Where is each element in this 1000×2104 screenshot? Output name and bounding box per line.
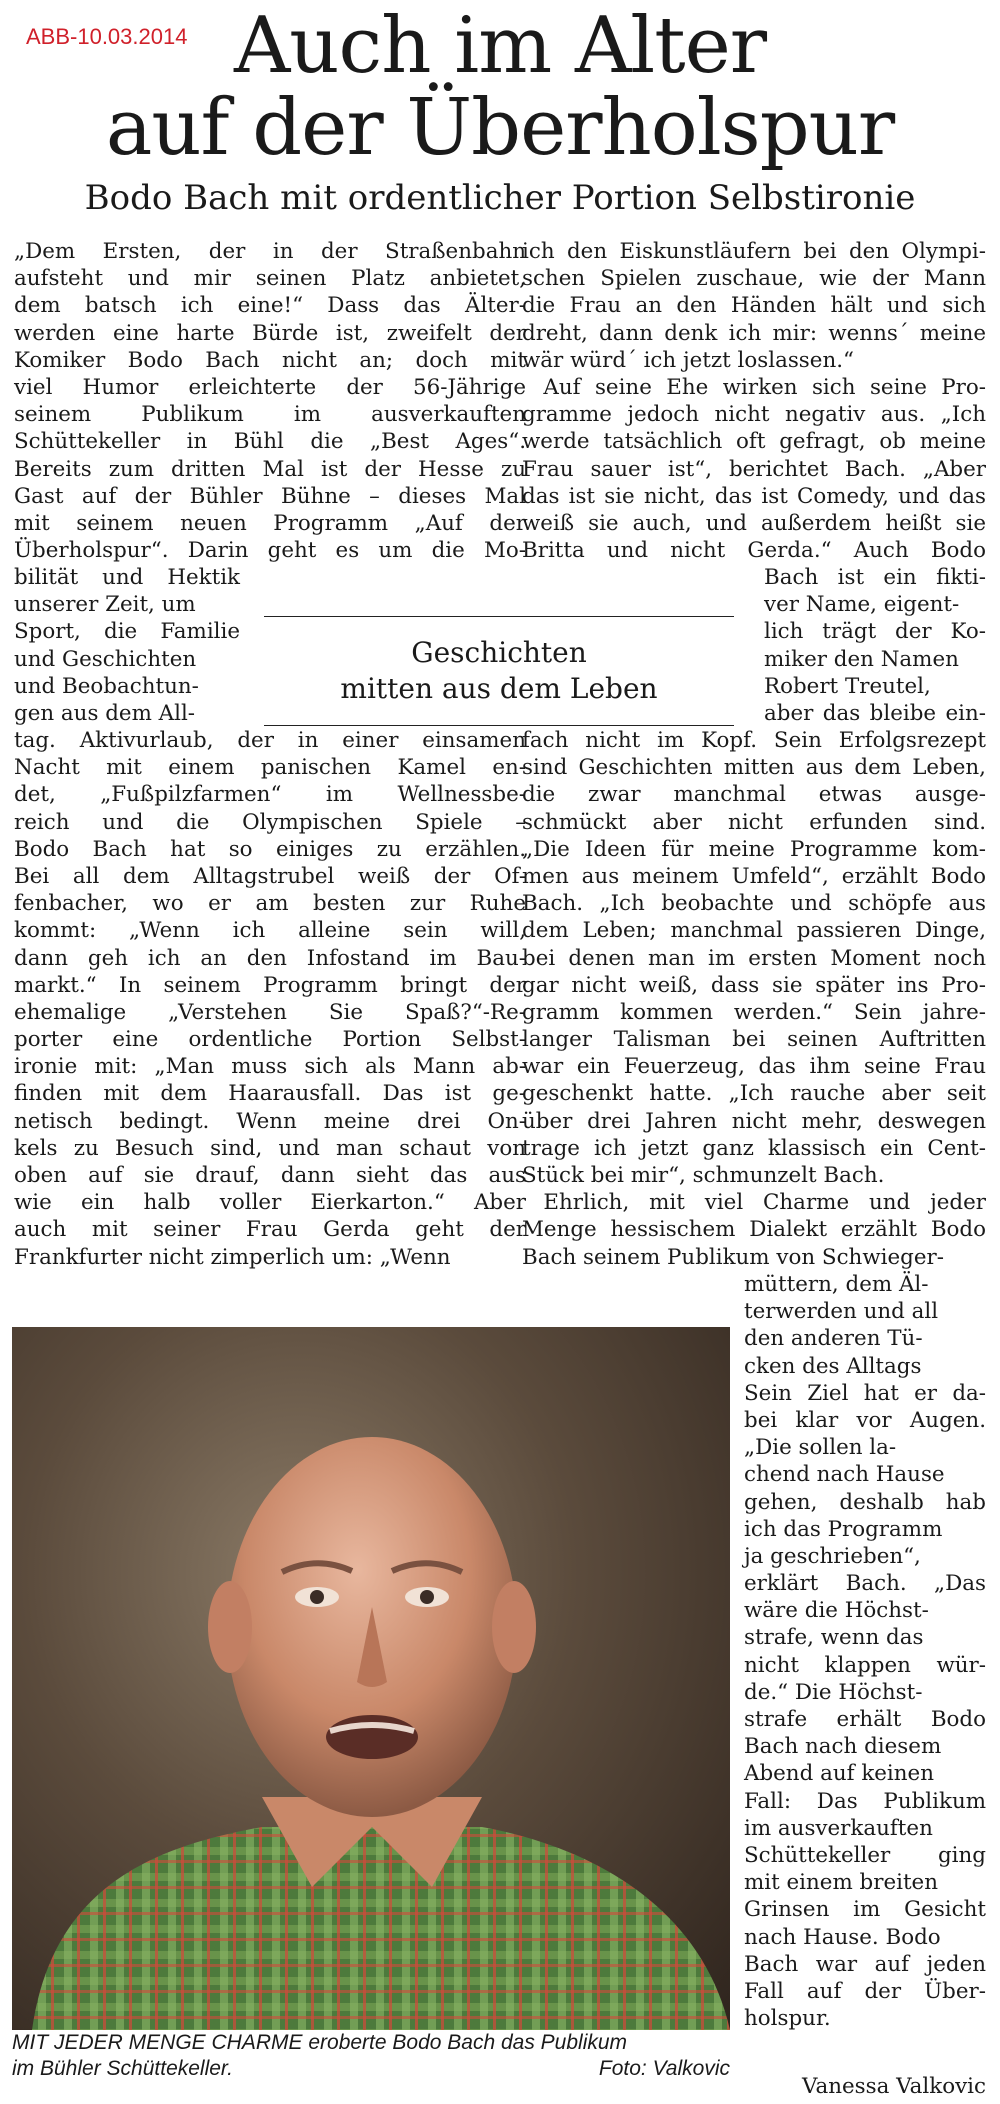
column-1-bottom (14, 727, 526, 1271)
text-line: miker den Namen (764, 646, 959, 672)
text-line: Stück bei mir“, schmunzelt Bach. (522, 1163, 885, 1188)
text-line: gramme jedoch nicht negativ aus. „Ich (522, 402, 986, 428)
text-line: über drei Jahren nicht mehr, deswegen (522, 1108, 986, 1134)
text-line: Auf seine Ehe wirken sich seine Pro- (522, 374, 986, 400)
text-line: war ein Feuerzeug, das ihm seine Frau (522, 1054, 986, 1080)
text-line: Fall auf der Über- (744, 1978, 986, 2004)
text-line: Ehrlich, mit viel Charme und jeder (522, 1190, 986, 1216)
text-line: ehemalige „Verstehen Sie Spaß?“-Re- (14, 999, 526, 1025)
text-line: fach nicht im Kopf. Sein Erfolgsrezept (522, 728, 986, 753)
text-line: cken des Alltags (744, 1353, 922, 1379)
text-line: ja geschrieben“, (744, 1543, 921, 1569)
photo-caption (12, 2030, 730, 2082)
text-line: ich das Programm (744, 1516, 943, 1542)
text-line: dem Leben; manchmal passieren Dinge, (522, 918, 986, 944)
text-line: aber das bleibe ein- (764, 700, 986, 726)
text-line: „Die Ideen für meine Programme kom- (522, 836, 986, 862)
text-line: fenbacher, wo er am besten zur Ruhe (14, 891, 526, 917)
column-2-narrow (764, 564, 986, 727)
text-line: sind Geschichten mitten aus dem Leben, (522, 755, 986, 781)
pull-quote (264, 616, 734, 726)
text-line: Überholspur“. Darin geht es um die Mo- (14, 538, 526, 564)
text-line: geschenkt hatte. „Ich rauche aber seit (522, 1081, 986, 1107)
portrait-illustration (12, 1327, 730, 2030)
text-line: gramm kommen werden.“ Sein jahre- (522, 999, 986, 1025)
text-line: im ausverkauften (744, 1815, 933, 1841)
text-line: weiß sie auch, und außerdem heißt sie (522, 510, 986, 536)
text-line: Menge hessischem Dialekt erzählt Bodo (522, 1217, 986, 1243)
text-line: bilität und Hektik (14, 565, 240, 590)
text-line: Bach ist ein fikti- (764, 565, 986, 590)
text-line: seinem Publikum im ausverkauften (14, 402, 526, 428)
text-line: unserer Zeit, um (14, 592, 196, 618)
text-line: trage ich jetzt ganz klassisch ein Cent- (522, 1135, 986, 1161)
text-line: reich und die Olympischen Spiele – (14, 809, 526, 835)
text-line: lich trägt der Ko- (764, 619, 986, 645)
text-line: das ist sie nicht, das ist Comedy, und das (522, 483, 986, 509)
text-line: ich den Eiskunstläufern bei den Olympi- (522, 239, 986, 264)
text-line: gen aus dem All- (14, 700, 196, 726)
text-line: Bach seinem Publikum von Schwieger- (522, 1244, 944, 1270)
text-line: Komiker Bodo Bach nicht an; doch mit (14, 347, 526, 373)
text-line: Bereits zum dritten Mal ist der Hesse zu (14, 456, 526, 482)
text-line: Schüttekeller ging (744, 1842, 986, 1868)
caption-line-2: im Bühler Schüttekeller. (12, 2057, 233, 2080)
text-line: die Frau an den Händen hält und sich (522, 293, 986, 319)
text-line: den anderen Tü- (744, 1326, 923, 1352)
text-line: strafe, wenn das (744, 1625, 924, 1651)
text-line: und Geschichten (14, 646, 197, 672)
text-line: mit einem breiten (744, 1870, 938, 1896)
text-line: bei klar vor Augen. (744, 1407, 986, 1433)
caption-row-2 (12, 2056, 730, 2082)
text-line: Bach. „Ich beobachte und schöpfe aus (522, 891, 986, 917)
text-line: holspur. (744, 2006, 831, 2032)
text-line: det, „Fußpilzfarmen“ im Wellnessbe- (14, 782, 526, 808)
text-line: Bach nach diesem (744, 1734, 942, 1760)
text-line: Fall: Das Publikum (744, 1788, 986, 1814)
text-line: gehen, deshalb hab (744, 1489, 986, 1515)
text-line: Frankfurter nicht zimperlich um: „Wenn (14, 1244, 451, 1270)
text-line: oben auf sie drauf, dann sieht das aus (14, 1163, 526, 1188)
text-line: „Dem Ersten, der in der Straßenbahn (14, 239, 526, 264)
text-line: Sport, die Familie (14, 619, 240, 645)
pull-quote-line-1: Geschichten (411, 636, 587, 669)
column-1-top (14, 238, 526, 564)
text-line: schmückt aber nicht erfunden sind. (522, 809, 986, 835)
text-line: und Beobachtun- (14, 673, 199, 699)
text-line: Bei all dem Alltagstrubel weiß der Of- (14, 863, 526, 889)
text-line: nach Hause. Bodo (744, 1924, 941, 1950)
text-line: Grinsen im Gesicht (744, 1897, 986, 1923)
text-line: Gast auf der Bühler Bühne – dieses Mal (14, 483, 526, 509)
text-line: Bach war auf jeden (744, 1951, 986, 1977)
text-line: Sein Ziel hat er da- (744, 1380, 986, 1406)
text-line: porter eine ordentliche Portion Selbst- (14, 1027, 526, 1053)
text-line: men aus meinem Umfeld“, erzählt Bodo (522, 863, 986, 889)
text-line: strafe erhält Bodo (744, 1707, 986, 1732)
text-line: bei denen man im ersten Moment noch (522, 945, 986, 971)
text-line: werde tatsächlich oft gefragt, ob meine (522, 429, 986, 455)
text-line: terwerden und all (744, 1299, 939, 1325)
text-line: wäre die Höchst- (744, 1598, 929, 1624)
headline-line-2: auf der Überholspur (105, 83, 895, 173)
text-line: netisch bedingt. Wenn meine drei On- (14, 1108, 526, 1134)
text-line: Bodo Bach hat so einiges zu erzählen. (14, 836, 526, 862)
text-line: gar nicht weiß, dass sie später ins Pro- (522, 972, 986, 998)
subheadline: Bodo Bach mit ordentlicher Portion Selbstironie (84, 178, 916, 218)
text-line: Robert Treutel, (764, 673, 931, 699)
text-line: mit seinem neuen Programm „Auf der (14, 510, 526, 536)
text-line: Nacht mit einem panischen Kamel en- (14, 755, 526, 781)
text-line: viel Humor erleichterte der 56-Jährige (14, 374, 526, 400)
headline-line-1: Auch im Alter (233, 1, 767, 91)
text-line: müttern, dem Äl- (744, 1272, 929, 1297)
text-line: auch mit seiner Frau Gerda geht der (14, 1217, 526, 1243)
text-line: ver Name, eigent- (764, 592, 960, 618)
text-line: ironie mit: „Man muss sich als Mann ab- (14, 1054, 526, 1080)
article-photo (12, 1327, 730, 2030)
text-line: dann geh ich an den Infostand im Bau- (14, 945, 526, 971)
text-line: erklärt Bach. „Das (744, 1571, 986, 1597)
text-line: langer Talisman bei seinen Auftritten (522, 1027, 986, 1053)
text-line: schen Spielen zuschaue, wie der Mann (522, 266, 986, 292)
text-line: Frau sauer ist“, berichtet Bach. „Aber (522, 456, 986, 482)
text-line: de.“ Die Höchst- (744, 1679, 923, 1705)
text-line: dem batsch ich eine!“ Dass das Älter- (14, 293, 526, 319)
text-line: chend nach Hause (744, 1462, 945, 1488)
column-2-middle (522, 727, 986, 1271)
text-line: markt.“ In seinem Programm bringt der (14, 972, 526, 998)
pull-quote-line-2: mitten aus dem Leben (340, 672, 658, 705)
text-line: „Die sollen la- (744, 1435, 897, 1461)
caption-line-1: MIT JEDER MENGE CHARME eroberte Bodo Bach das Publikum (12, 2031, 628, 2054)
text-line: aufsteht und mir seinen Platz anbietet, (14, 266, 526, 292)
text-line: Britta und nicht Gerda.“ Auch Bodo (522, 538, 986, 564)
photo-credit: Foto: Valkovic (598, 2057, 730, 2080)
issue-reference: ABB-10.03.2014 (26, 24, 188, 49)
author-byline: Vanessa Valkovic (801, 2074, 986, 2099)
text-line: Schüttekeller in Bühl die „Best Ages“. (14, 429, 526, 455)
text-line: kommt: „Wenn ich alleine sein will, (14, 918, 526, 944)
text-line: werden eine harte Bürde ist, zweifelt der (14, 320, 526, 346)
text-line: Abend auf keinen (744, 1761, 934, 1787)
text-line: kels zu Besuch sind, und man schaut von (14, 1135, 526, 1161)
text-line: tag. Aktivurlaub, der in einer einsamen (14, 728, 526, 753)
column-2-narrow-bottom (744, 1271, 986, 2032)
text-line: nicht klappen wür- (744, 1652, 986, 1678)
column-1-narrow (14, 564, 240, 727)
text-line: wie ein halb voller Eierkarton.“ Aber (14, 1190, 526, 1216)
column-2-top (522, 238, 986, 564)
text-line: finden mit dem Haarausfall. Das ist ge- (14, 1081, 526, 1107)
text-line: dreht, dann denk ich mir: wenns´ meine (522, 320, 986, 346)
text-line: die zwar manchmal etwas ausge- (522, 782, 986, 808)
text-line: wär würd´ ich jetzt loslassen.“ (522, 347, 854, 373)
